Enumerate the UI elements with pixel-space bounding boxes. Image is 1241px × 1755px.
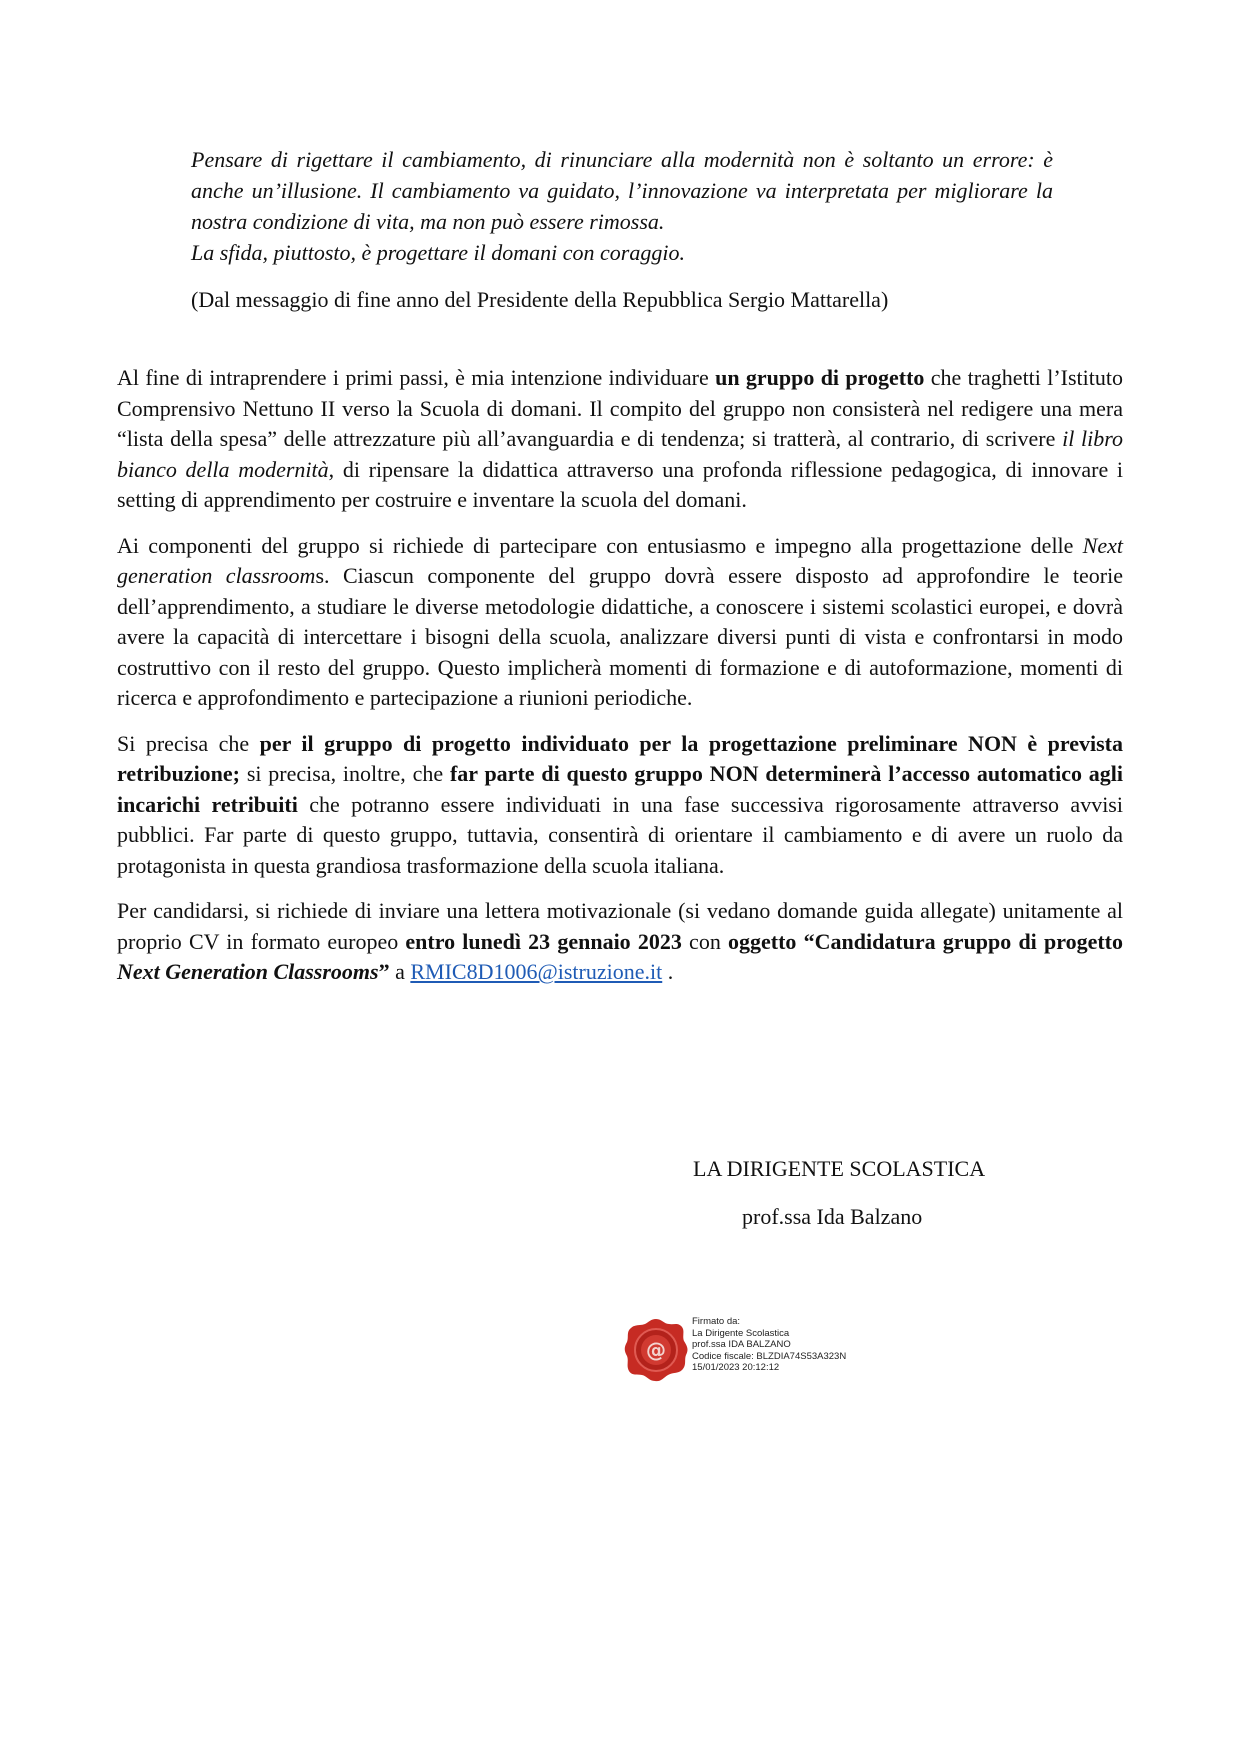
bold-text: per il gruppo di progetto individuato per la progettazione preliminare NON è prevista retribuzione; <box>117 730 1124 786</box>
bold-italic-text: Next Generation Classrooms <box>117 959 379 984</box>
italic-text: Next generation classroom <box>117 532 1123 588</box>
quote-closing-line: La sfida, piuttosto, è progettare il domani con coraggio. <box>191 240 685 265</box>
quote-text: Pensare di rigettare il cambiamento, di rinunciare alla modernità non è soltanto un errore: è anche un’illusione. Il cambiamento va guidato, l’innovazione va interpretata per migliorare la nostra condizione di vita, ma non può essere rimossa. <box>191 147 1053 234</box>
text: a <box>389 959 411 984</box>
text: Al fine di intraprendere i primi passi, è mia intenzione individuare <box>117 365 716 390</box>
text: che traghetti l’Istituto Comprensivo Nettuno II verso la Scuola di domani. Il compito del gruppo non consisterà nel redigere una mera “lista della spesa” delle attrezzature più all’avanguardia e di tendenza; si tratterà, al contrario, di scrivere <box>117 365 1124 451</box>
text: s. Ciascun componente del gruppo dovrà essere disposto ad approfondire le teorie dell’apprendimento, a studiare le diverse metodologie didattiche, a conoscere i sistemi scolastici europei, e dovrà avere la capacità di intercettare i bisogni della scuola, analizzare diversi punti di vista e confrontarsi in modo costruttivo con il resto del gruppo. Questo implicherà momenti di formazione e di autoformazione, momenti di ricerca e approfondimento e partecipazione a riunioni periodiche. <box>117 563 1123 710</box>
signature-line: prof.ssa IDA BALZANO <box>692 1339 791 1350</box>
letter-body <box>117 363 1123 1003</box>
text: che potranno essere individuati in una fase successiva rigorosamente attraverso avvisi pubblici. Far parte di questo gruppo, tuttavia, consentirà di orientare il cambiamento e di avere un ruolo da protagonista in questa grandiosa trasformazione della scuola italiana. <box>117 791 1123 878</box>
signature-line: 15/01/2023 20:12:12 <box>692 1362 780 1373</box>
paragraph-application <box>117 896 1123 988</box>
paragraph-requirements <box>117 531 1123 714</box>
bold-text: ” <box>378 959 390 984</box>
paragraph-remuneration <box>117 729 1123 882</box>
bold-text: far parte di questo gruppo NON determinerà l’accesso automatico agli incarichi retribuiti <box>117 761 1123 817</box>
quote-source: (Dal messaggio di fine anno del Presidente della Repubblica Sergio Mattarella) <box>191 287 889 312</box>
digital-signature-info <box>692 1316 846 1374</box>
signer-role: LA DIRIGENTE SCOLASTICA <box>693 1156 986 1181</box>
signer-name: prof.ssa Ida Balzano <box>742 1204 923 1229</box>
text: . <box>662 959 674 984</box>
paragraph-intro <box>117 363 1123 516</box>
text: Ai componenti del gruppo si richiede di partecipare con entusiasmo e impegno alla progettazione delle <box>117 532 1083 558</box>
text: con <box>681 928 728 954</box>
opening-quote <box>191 144 1053 268</box>
text: , di ripensare la didattica attraverso una profonda riflessione pedagogica, di innovare i setting di apprendimento per costruire e inventare la scuola del domani. <box>117 456 1123 512</box>
signature-line: La Dirigente Scolastica <box>692 1327 790 1339</box>
text: Si precisa che <box>117 730 260 756</box>
deadline-text: entro lunedì 23 gennaio 2023 <box>405 928 682 954</box>
text: si precisa, inoltre, che <box>240 761 450 786</box>
bold-text: oggetto “Candidatura gruppo di progetto <box>728 928 1123 954</box>
email-link[interactable]: RMIC8D1006@istruzione.it <box>410 959 663 984</box>
text: Per candidarsi, si richiede di inviare una lettera motivazionale (si vedano domande guida allegate) unitamente al proprio CV in formato europeo <box>117 898 1123 954</box>
signature-line: Firmato da: <box>692 1316 741 1327</box>
bold-text: un gruppo di progetto <box>715 365 925 390</box>
signature-line: Codice fiscale: BLZDIA74S53A323N <box>692 1350 847 1362</box>
italic-text: il libro bianco della modernità <box>117 426 1123 482</box>
svg-text:@: @ <box>646 1338 666 1362</box>
wax-seal-icon <box>622 1316 690 1384</box>
